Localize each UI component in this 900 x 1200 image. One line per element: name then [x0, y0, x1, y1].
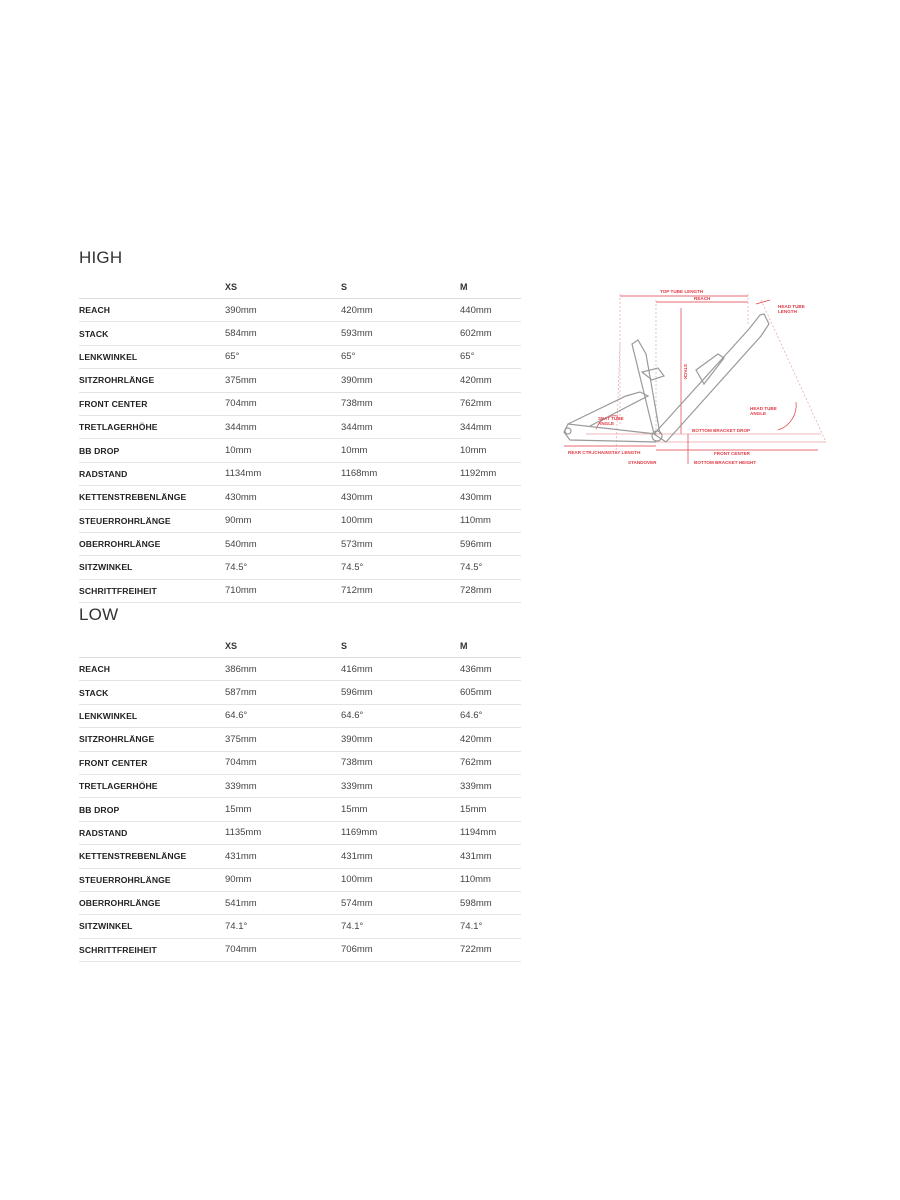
- label-stack: STACK: [683, 364, 688, 380]
- label-standover: STANDOVER: [628, 460, 657, 465]
- table-row: [79, 845, 521, 868]
- cell-value: 430mm: [225, 486, 341, 509]
- cell-value: 344mm: [341, 415, 460, 438]
- cell-value: 420mm: [460, 728, 521, 751]
- cell-value: 596mm: [341, 681, 460, 704]
- cell-value: 74.5°: [341, 556, 460, 579]
- label-rear-center: REAR CTR./CHAINSTAY LENGTH: [568, 450, 641, 455]
- cell-value: 100mm: [341, 509, 460, 532]
- cell-value: 386mm: [225, 658, 341, 681]
- label-head-tube-length-1: HEAD TUBE: [778, 304, 805, 309]
- table-row: [79, 938, 521, 961]
- table-row: [79, 462, 521, 485]
- table-row: [79, 486, 521, 509]
- cell-value: 416mm: [341, 658, 460, 681]
- cell-value: 110mm: [460, 509, 521, 532]
- cell-value: 431mm: [341, 845, 460, 868]
- table-row: [79, 299, 521, 322]
- cell-value: 436mm: [460, 658, 521, 681]
- cell-value: 440mm: [460, 299, 521, 322]
- high-section: [79, 248, 521, 603]
- dimension-lines: [564, 294, 826, 464]
- cell-value: 574mm: [341, 891, 460, 914]
- column-header-label: [79, 634, 225, 658]
- cell-value: 584mm: [225, 322, 341, 345]
- cell-value: 339mm: [341, 774, 460, 797]
- cell-value: 431mm: [225, 845, 341, 868]
- bike-geometry-diagram: [556, 284, 830, 474]
- cell-value: 728mm: [460, 579, 521, 602]
- label-bottom-bracket-height: BOTTOM BRACKET HEIGHT: [694, 460, 757, 465]
- table-row: [79, 345, 521, 368]
- cell-value: 420mm: [460, 369, 521, 392]
- column-header-s: S: [341, 634, 460, 658]
- cell-value: 738mm: [341, 392, 460, 415]
- cell-value: 64.6°: [341, 704, 460, 727]
- cell-value: 74.5°: [225, 556, 341, 579]
- table-body-low: [79, 658, 521, 962]
- row-label: SITZWINKEL: [79, 556, 225, 579]
- row-label: OBERROHRLÄNGE: [79, 891, 225, 914]
- label-reach: REACH: [694, 296, 711, 301]
- row-label: SITZROHRLÄNGE: [79, 369, 225, 392]
- cell-value: 65°: [341, 345, 460, 368]
- diagram-labels: [568, 289, 805, 465]
- cell-value: 430mm: [460, 486, 521, 509]
- table-row: [79, 821, 521, 844]
- cell-value: 704mm: [225, 938, 341, 961]
- cell-value: 390mm: [341, 369, 460, 392]
- cell-value: 762mm: [460, 392, 521, 415]
- table-row: [79, 891, 521, 914]
- low-section: [79, 605, 521, 962]
- cell-value: 596mm: [460, 532, 521, 555]
- label-head-tube-angle-1: HEAD TUBE: [750, 406, 777, 411]
- cell-value: 430mm: [341, 486, 460, 509]
- label-top-tube-length: TOP TUBE LENGTH: [660, 289, 704, 294]
- geometry-table-low: [79, 634, 521, 962]
- table-header-row: [79, 275, 521, 299]
- table-row: [79, 868, 521, 891]
- column-header-m: M: [460, 634, 521, 658]
- cell-value: 541mm: [225, 891, 341, 914]
- cell-value: 420mm: [341, 299, 460, 322]
- cell-value: 573mm: [341, 532, 460, 555]
- cell-value: 15mm: [460, 798, 521, 821]
- cell-value: 431mm: [460, 845, 521, 868]
- row-label: LENKWINKEL: [79, 345, 225, 368]
- cell-value: 722mm: [460, 938, 521, 961]
- cell-value: 65°: [460, 345, 521, 368]
- cell-value: 762mm: [460, 751, 521, 774]
- cell-value: 90mm: [225, 509, 341, 532]
- table-body-high: [79, 299, 521, 603]
- cell-value: 390mm: [225, 299, 341, 322]
- row-label: TRETLAGERHÖHE: [79, 774, 225, 797]
- row-label: STACK: [79, 322, 225, 345]
- row-label: KETTENSTREBENLÄNGE: [79, 845, 225, 868]
- cell-value: 704mm: [225, 751, 341, 774]
- row-label: FRONT CENTER: [79, 392, 225, 415]
- label-front-center: FRONT CENTER: [714, 451, 750, 456]
- cell-value: 587mm: [225, 681, 341, 704]
- cell-value: 1134mm: [225, 462, 341, 485]
- column-header-xs: XS: [225, 634, 341, 658]
- table-row: [79, 774, 521, 797]
- cell-value: 10mm: [225, 439, 341, 462]
- table-row: [79, 681, 521, 704]
- table-row: [79, 392, 521, 415]
- cell-value: 706mm: [341, 938, 460, 961]
- cell-value: 390mm: [341, 728, 460, 751]
- table-row: [79, 798, 521, 821]
- table-row: [79, 728, 521, 751]
- cell-value: 704mm: [225, 392, 341, 415]
- cell-value: 375mm: [225, 728, 341, 751]
- label-head-tube-length-2: LENGTH: [778, 309, 797, 314]
- row-label: SITZROHRLÄNGE: [79, 728, 225, 751]
- table-row: [79, 915, 521, 938]
- cell-value: 15mm: [341, 798, 460, 821]
- row-label: SCHRITTFREIHEIT: [79, 579, 225, 602]
- cell-value: 602mm: [460, 322, 521, 345]
- cell-value: 738mm: [341, 751, 460, 774]
- row-label: BB DROP: [79, 798, 225, 821]
- cell-value: 710mm: [225, 579, 341, 602]
- cell-value: 605mm: [460, 681, 521, 704]
- cell-value: 64.6°: [460, 704, 521, 727]
- cell-value: 344mm: [460, 415, 521, 438]
- table-row: [79, 556, 521, 579]
- geometry-table-high: [79, 275, 521, 603]
- row-label: BB DROP: [79, 439, 225, 462]
- row-label: REACH: [79, 299, 225, 322]
- row-label: RADSTAND: [79, 821, 225, 844]
- row-label: SITZWINKEL: [79, 915, 225, 938]
- table-row: [79, 509, 521, 532]
- row-label: SCHRITTFREIHEIT: [79, 938, 225, 961]
- row-label: KETTENSTREBENLÄNGE: [79, 486, 225, 509]
- cell-value: 1135mm: [225, 821, 341, 844]
- cell-value: 712mm: [341, 579, 460, 602]
- table-row: [79, 439, 521, 462]
- cell-value: 90mm: [225, 868, 341, 891]
- cell-value: 1169mm: [341, 821, 460, 844]
- label-bottom-bracket-drop: BOTTOM BRACKET DROP: [692, 428, 751, 433]
- table-row: [79, 369, 521, 392]
- column-header-m: M: [460, 275, 521, 299]
- label-seat-tube-angle-1: SEAT TUBE: [598, 416, 624, 421]
- cell-value: 598mm: [460, 891, 521, 914]
- row-label: REACH: [79, 658, 225, 681]
- cell-value: 344mm: [225, 415, 341, 438]
- cell-value: 74.1°: [341, 915, 460, 938]
- cell-value: 375mm: [225, 369, 341, 392]
- section-title-high: HIGH: [79, 248, 123, 267]
- row-label: TRETLAGERHÖHE: [79, 415, 225, 438]
- cell-value: 10mm: [460, 439, 521, 462]
- table-header-row: [79, 634, 521, 658]
- row-label: RADSTAND: [79, 462, 225, 485]
- table-row: [79, 322, 521, 345]
- column-header-label: [79, 275, 225, 299]
- cell-value: 339mm: [460, 774, 521, 797]
- column-header-xs: XS: [225, 275, 341, 299]
- label-seat-tube-angle-2: ANGLE: [598, 421, 615, 426]
- cell-value: 74.5°: [460, 556, 521, 579]
- row-label: STACK: [79, 681, 225, 704]
- cell-value: 1194mm: [460, 821, 521, 844]
- section-title-low: LOW: [79, 605, 119, 624]
- cell-value: 593mm: [341, 322, 460, 345]
- row-label: OBERROHRLÄNGE: [79, 532, 225, 555]
- cell-value: 74.1°: [460, 915, 521, 938]
- table-row: [79, 532, 521, 555]
- cell-value: 1192mm: [460, 462, 521, 485]
- table-row: [79, 579, 521, 602]
- label-head-tube-angle-2: ANGLE: [750, 411, 767, 416]
- cell-value: 540mm: [225, 532, 341, 555]
- table-row: [79, 704, 521, 727]
- row-label: LENKWINKEL: [79, 704, 225, 727]
- table-row: [79, 751, 521, 774]
- row-label: STEUERROHRLÄNGE: [79, 868, 225, 891]
- column-header-s: S: [341, 275, 460, 299]
- cell-value: 339mm: [225, 774, 341, 797]
- cell-value: 100mm: [341, 868, 460, 891]
- cell-value: 74.1°: [225, 915, 341, 938]
- row-label: STEUERROHRLÄNGE: [79, 509, 225, 532]
- cell-value: 10mm: [341, 439, 460, 462]
- cell-value: 1168mm: [341, 462, 460, 485]
- table-row: [79, 658, 521, 681]
- bike-frame-illustration: [556, 284, 830, 474]
- frame-outline: [564, 314, 769, 442]
- cell-value: 110mm: [460, 868, 521, 891]
- table-row: [79, 415, 521, 438]
- cell-value: 64.6°: [225, 704, 341, 727]
- cell-value: 65°: [225, 345, 341, 368]
- row-label: FRONT CENTER: [79, 751, 225, 774]
- cell-value: 15mm: [225, 798, 341, 821]
